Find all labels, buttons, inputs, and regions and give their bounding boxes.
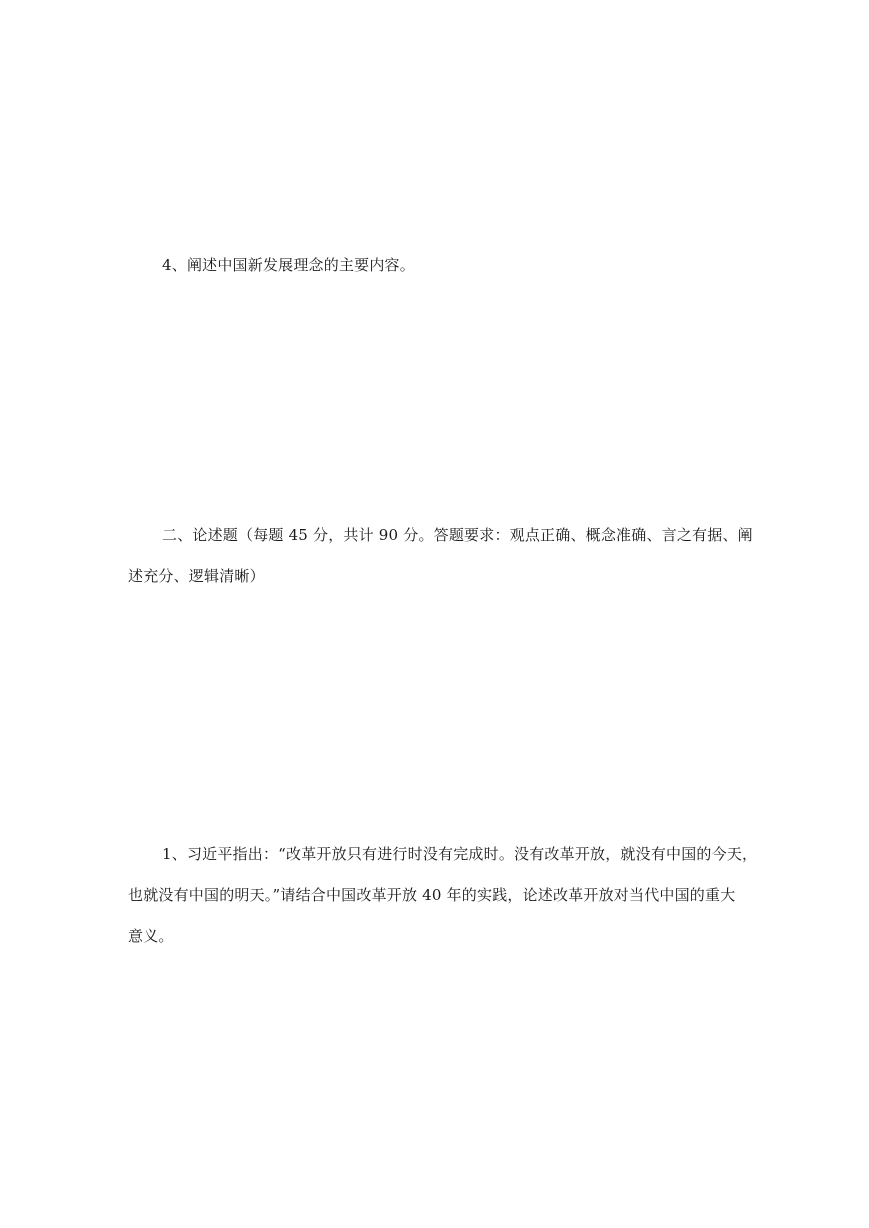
essay-question-1: [128, 834, 758, 957]
essay-question-1-line-3: 意义。: [128, 927, 174, 945]
section-2-line-2: 述充分、逻辑清晰）: [128, 567, 265, 585]
essay-question-1-line-1: 1、习近平指出：“改革开放只有进行时没有完成时。没有改革开放，就没有中国的今天，: [162, 845, 758, 863]
section-2-line-1: 二、论述题（每题 45 分，共计 90 分。答题要求：观点正确、概念准确、言之有据、阐: [162, 526, 753, 544]
section-2-heading: [128, 515, 753, 597]
question-4-text: 4、阐述中国新发展理念的主要内容。: [162, 256, 415, 274]
essay-question-1-line-2: 也就没有中国的明天。”请结合中国改革开放 40 年的实践，论述改革开放对当代中国的重大: [128, 886, 736, 904]
question-4: [128, 245, 748, 286]
